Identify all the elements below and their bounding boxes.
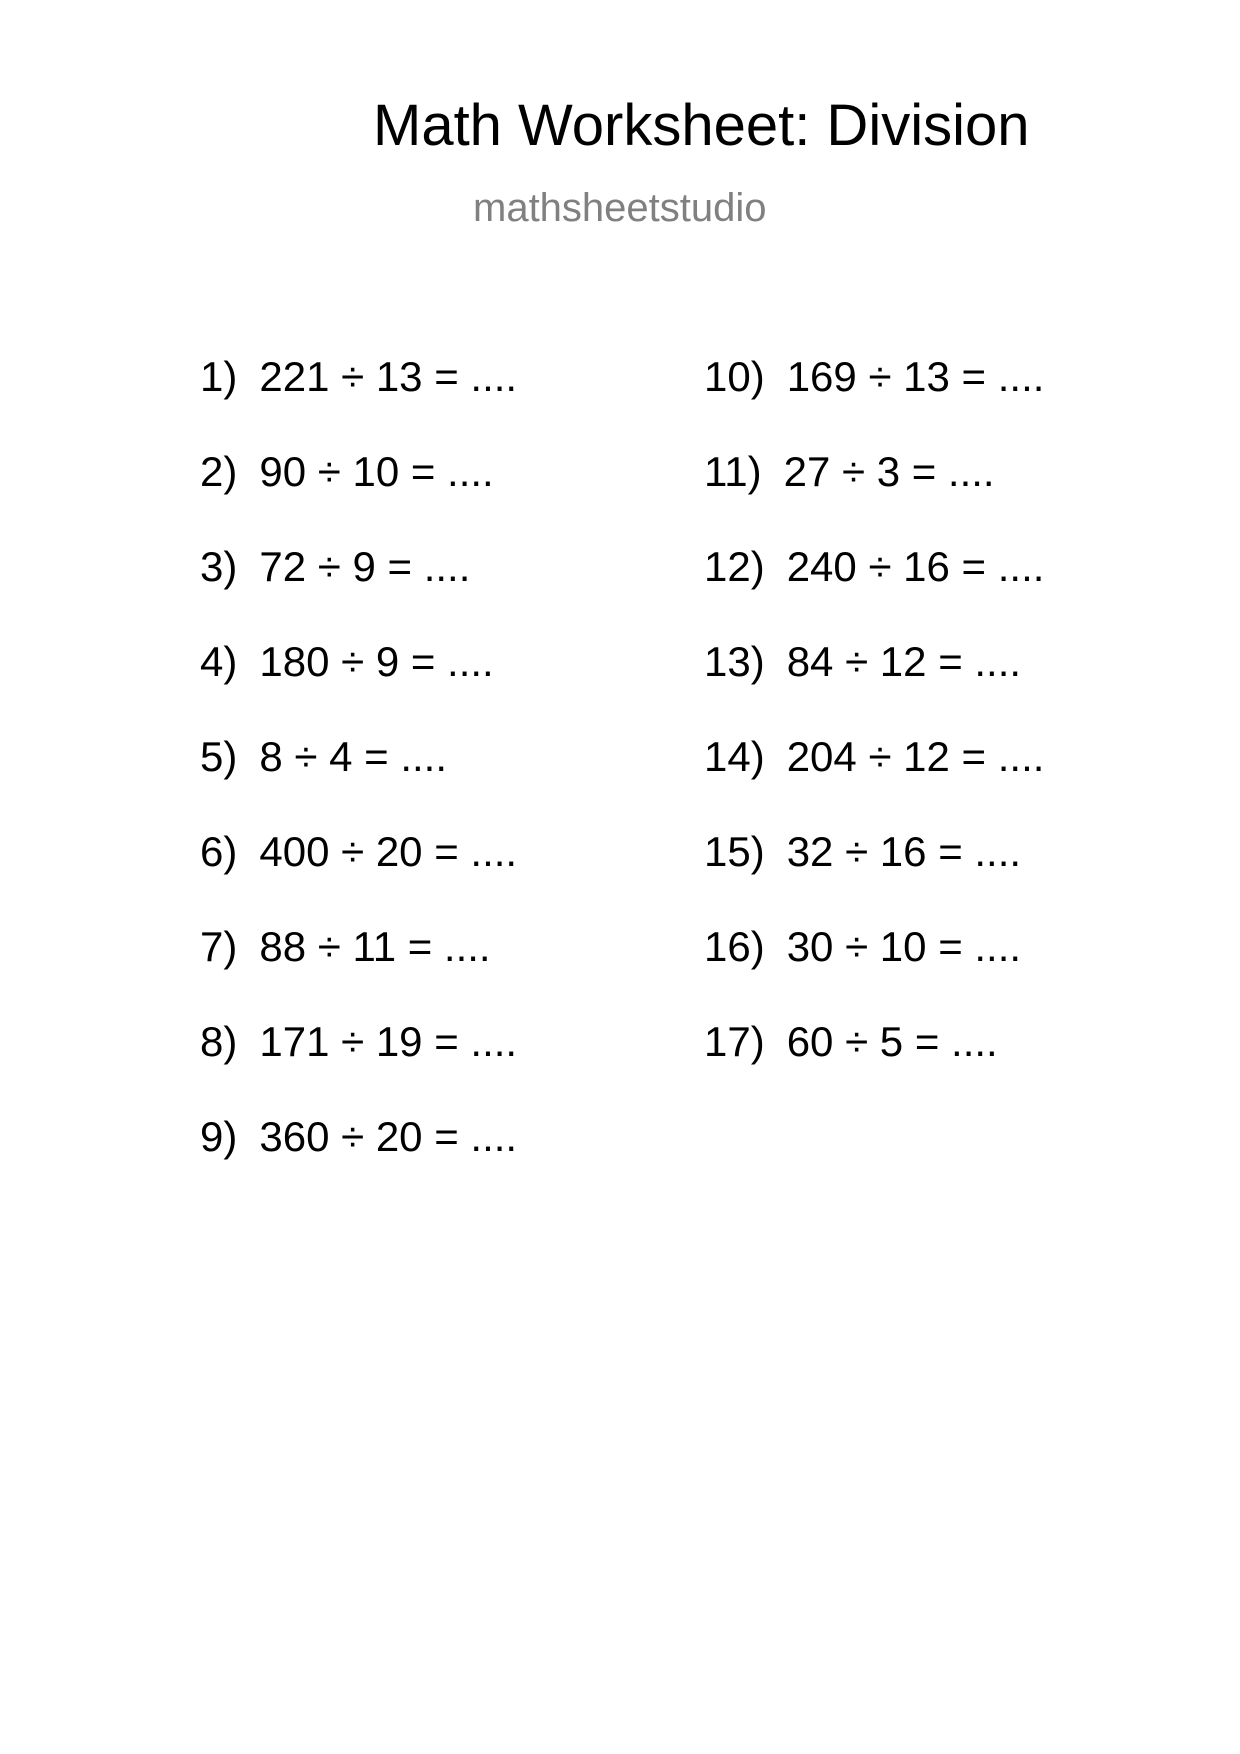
problem-expression: 204 ÷ 12 = .... [786,733,1045,780]
problem-item [704,733,1045,831]
problem-expression: 84 ÷ 12 = .... [786,638,1022,685]
problem-number: 14) [704,733,765,780]
problem-expression: 30 ÷ 10 = .... [786,923,1022,970]
problem-expression: 72 ÷ 9 = .... [259,543,471,590]
problem-expression: 360 ÷ 20 = .... [259,1113,518,1160]
problem-number: 7) [200,923,238,970]
problem-expression: 400 ÷ 20 = .... [259,828,518,875]
problem-number: 1) [200,353,238,400]
problem-expression: 90 ÷ 10 = .... [259,448,494,495]
problem-item [200,543,517,641]
problem-number: 2) [200,448,238,495]
problem-expression: 180 ÷ 9 = .... [259,638,494,685]
problem-number: 4) [200,638,238,685]
problem-expression: 32 ÷ 16 = .... [786,828,1022,875]
problem-number: 9) [200,1113,238,1160]
problem-expression: 27 ÷ 3 = .... [783,448,995,495]
problem-number: 11) [704,448,762,495]
problem-number: 16) [704,923,765,970]
problem-item [200,353,518,451]
problem-item [200,828,518,926]
problem-item [704,543,1045,641]
problem-item [704,353,1045,451]
problem-expression: 8 ÷ 4 = .... [259,733,448,780]
problem-item [200,448,517,546]
problem-item [704,923,1044,1021]
problem-number: 12) [704,543,765,590]
problem-expression: 88 ÷ 11 = .... [259,923,491,970]
problem-number: 5) [200,733,238,780]
problem-number: 6) [200,828,238,875]
problem-item [200,1113,518,1211]
problem-expression: 171 ÷ 19 = .... [259,1018,518,1065]
problems-column-left [200,353,518,1211]
problem-item [200,638,517,736]
problem-number: 3) [200,543,238,590]
problems-column-right [704,353,1045,1116]
problem-item [200,923,517,1021]
problem-expression: 240 ÷ 16 = .... [786,543,1045,590]
problem-item [704,828,1044,926]
problem-number: 17) [704,1018,765,1065]
problem-item [200,1018,518,1116]
problem-expression: 221 ÷ 13 = .... [259,353,518,400]
problem-number: 10) [704,353,765,400]
problem-number: 15) [704,828,765,875]
problem-item [704,1018,1044,1116]
problem-item [704,448,1044,546]
problem-number: 13) [704,638,765,685]
worksheet-subtitle: mathsheetstudio [473,186,767,230]
problem-item [200,733,517,831]
problem-expression: 60 ÷ 5 = .... [786,1018,998,1065]
problem-number: 8) [200,1018,238,1065]
worksheet-title: Math Worksheet: Division [373,93,1030,158]
problem-expression: 169 ÷ 13 = .... [786,353,1045,400]
problem-item [704,638,1044,736]
